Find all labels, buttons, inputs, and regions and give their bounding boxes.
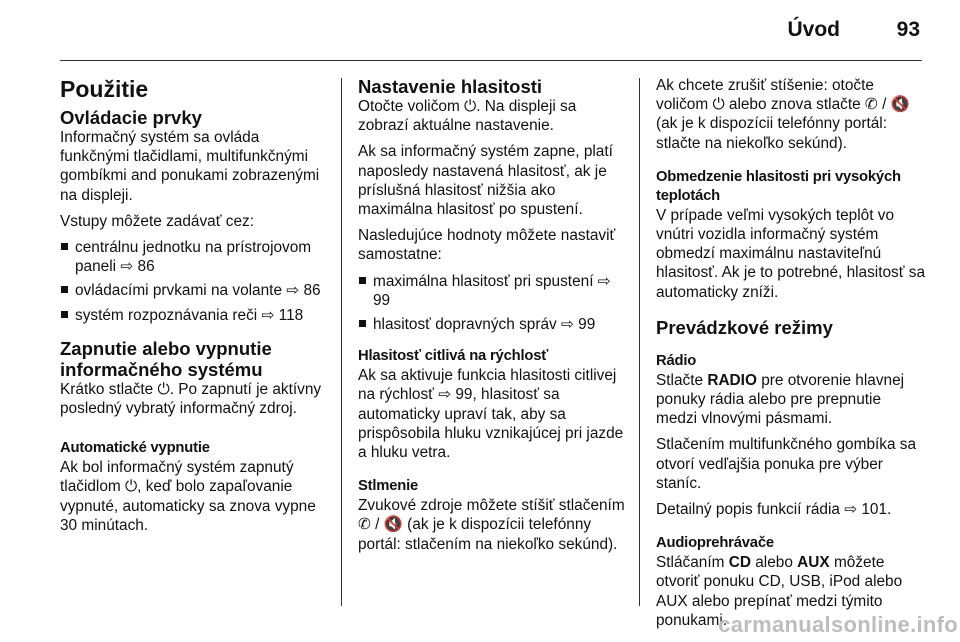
text-volume-1: Otočte voličom ⏻. Na displeji sa zobrazí aktuálne nastavenie.: [358, 98, 577, 135]
list-item: maximálna hlasitosť pri spustení ⇨ 99: [358, 272, 628, 310]
cd-key: CD: [728, 554, 751, 572]
column-2: [358, 76, 628, 561]
text-radio-1: Stlačte RADIO pre otvorenie hlavnej ponuky rádia alebo pre prepnutie medzi vlnovými pásmami.: [656, 371, 905, 428]
heading-audio: Audioprehrávače: [656, 535, 774, 552]
heading-volume-limit: Obmedzenie hlasitosti pri vysokých teplotách: [656, 168, 901, 204]
text-radio-3: Detailný popis funkcií rádia ⇨ 101.: [656, 501, 892, 519]
column-divider-2: [639, 78, 640, 606]
column-1: [60, 76, 330, 542]
inputs-list: [60, 238, 330, 325]
text-volume-2: Ak sa informačný systém zapne, platí naposledy nastavená hlasitosť, ak je príslušná hlasitosť nižšia ako maximálna hlasitosť po spustení.: [358, 143, 613, 219]
text-on-off: Krátko stlačte ⏻. Po zapnutí je aktívny posledný vybratý informačný zdroj.: [60, 380, 322, 418]
page-heading: Použitie: [60, 76, 149, 102]
heading-modes: Prevádzkové režimy: [656, 316, 833, 338]
heading-on-off: Zapnutie alebo vypnutie informačného systému: [60, 337, 272, 380]
volume-list: [358, 272, 628, 335]
text-inputs: Vstupy môžete zadávať cez:: [60, 212, 254, 230]
heading-volume: Nastavenie hlasitosti: [358, 76, 543, 97]
heading-radio: Rádio: [656, 352, 697, 369]
page-number: 93: [896, 18, 920, 41]
watermark: carmanualsonline.info: [718, 612, 958, 637]
list-item: systém rozpoznávania reči ⇨ 118: [60, 306, 330, 325]
heading-auto-off: Automatické vypnutie: [60, 440, 210, 457]
text-controls: Informačný systém sa ovláda funkčnými tlačidlami, multifunkčnými gombíkmi and ponukami zobrazenými na displeji.: [60, 129, 320, 204]
heading-mute: Stlmenie: [358, 478, 419, 495]
list-item: centrálnu jednotku na prístrojovom paneli ⇨ 86: [60, 238, 330, 276]
column-divider-1: [341, 78, 342, 606]
list-item: ovládacími prvkami na volante ⇨ 86: [60, 281, 330, 300]
heading-controls: Ovládacie prvky: [60, 107, 202, 128]
text-unmute: Ak chcete zrušiť stíšenie: otočte voličom ⏻ alebo znova stlačte ✆ / 🔇 (ak je k dispozícii telefónny portál: stlačte na niekoľko sekúnd).: [656, 77, 910, 152]
text-volume-3: Nasledujúce hodnoty môžete nastaviť samostatne:: [358, 227, 616, 264]
aux-key: AUX: [797, 554, 830, 572]
column-3: [656, 76, 926, 637]
text-speed-volume: Ak sa aktivuje funkcia hlasitosti citlivej na rýchlosť ⇨ 99, hlasitosť sa automaticky upraví tak, aby sa prispôsobila hluku vznikajúcej pri jazde a hluku vetra.: [358, 367, 624, 462]
section-title: Úvod: [787, 18, 840, 41]
text-auto-off: Ak bol informačný systém zapnutý tlačidlom ⏻, keď bolo zapaľovanie vypnuté, automaticky sa znova vypne 30 minútach.: [60, 459, 316, 534]
text-audio: Stláčaním CD alebo AUX môžete otvoriť ponuku CD, USB, iPod alebo AUX alebo prepínať medzi týmito ponukami.: [656, 554, 903, 629]
text-radio-2: Stlačením multifunkčného gombíka sa otvorí vedľajšia ponuka pre výber staníc.: [656, 436, 917, 492]
text-volume-limit: V prípade veľmi vysokých teplôt vo vnútri vozidla informačný systém obmedzí maximálnu nastaviteľnú hlasitosť. Ak je to potrebné, hlasitosť sa automaticky zníži.: [656, 206, 926, 301]
radio-key: RADIO: [707, 371, 757, 389]
text-mute: Zvukové zdroje môžete stíšiť stlačením ✆ / 🔇 (ak je k dispozícii telefónny portál: stlačením na niekoľko sekúnd).: [358, 497, 625, 553]
header-rule: [60, 60, 922, 61]
list-item: hlasitosť dopravných správ ⇨ 99: [358, 315, 628, 334]
heading-speed-volume: Hlasitosť citlivá na rýchlosť: [358, 348, 549, 365]
